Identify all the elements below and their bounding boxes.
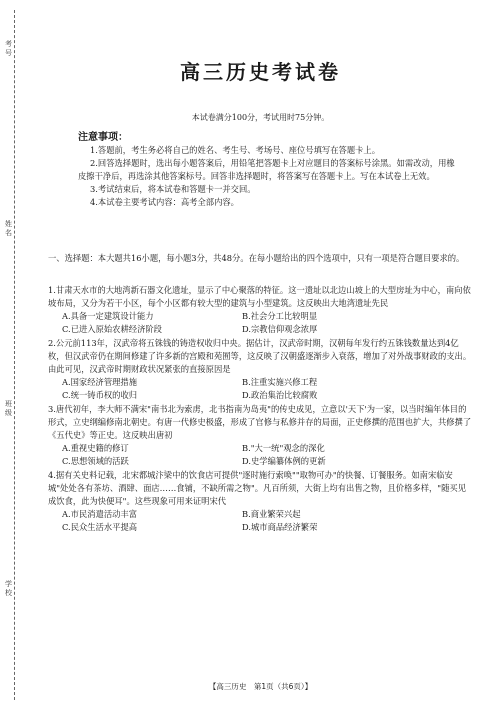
option-a: A.国家经济管理措施: [62, 377, 138, 387]
option-c: C.统一铸币权的收归: [62, 390, 138, 400]
question-stem: 4.据有关史料记载，北宋都城汴梁中的饮食店可提供"逐时施行索唤""取物可办"的快餐、订餐服务。如南宋临安城"处处各有茶坊、酒肆、面店……食铺，不缺所需之物"。凡百所须，大街上均有出售之物，且价格多样，"随买见成饮食，此为快便耳"。这些现象可用来证明宋代: [48, 470, 466, 506]
question-options: [48, 310, 473, 336]
question-stem: 1.甘肃天水市的大地湾新石器文化遗址，显示了中心聚落的特征。这一遗址以北边山坡上的大型房址为中心，南向依坡布局，又分为若干小区，每个小区都有较大型的建筑与小型建筑。这反映出大地湾遗址先民: [48, 285, 471, 308]
option-d: D.宗教信仰观念浓厚: [242, 324, 318, 334]
question-3: [48, 403, 473, 468]
option-b: B."大一统"观念的深化: [242, 443, 325, 453]
exam-title: 高三历史考试卷: [180, 60, 341, 84]
option-b: B.商业繁荣兴起: [242, 509, 301, 519]
section-heading: [48, 252, 473, 265]
question-options: [48, 376, 473, 402]
binding-label-class: 班 级: [5, 400, 12, 417]
binding-margin: [0, 0, 36, 703]
cut-line: [14, 10, 15, 700]
binding-label-exam-number: 考 号: [5, 40, 12, 57]
question-options: [48, 508, 473, 534]
notice-title: 注意事项：: [78, 132, 128, 143]
option-b: B.注重实施兴修工程: [242, 377, 318, 387]
page-footer: 【高三历史 第1页（共6页）】: [208, 682, 313, 691]
question-list: [48, 284, 473, 535]
option-c: C.已进入原始农耕经济阶段: [62, 324, 162, 334]
option-c: C.思想领域的活跃: [62, 456, 129, 466]
option-d: D.城市商品经济繁荣: [242, 522, 318, 532]
option-a: A.市民消遣活动丰富: [62, 509, 138, 519]
option-b: B.社会分工比较明显: [242, 311, 318, 321]
notice-item: 2.回答选择题时，选出每小题答案后，用铅笔把答题卡上对应题目的答案标号涂黑。如需改动，用橡皮擦干净后，再选涂其他答案标号。回答非选择题时，将答案写在答题卡上。写在本试卷上无效。: [78, 158, 455, 181]
question-1: [48, 284, 473, 336]
notice-item: 3.考试结束后，将本试卷和答题卡一并交回。: [90, 184, 256, 194]
binding-label-school: 学 校: [5, 580, 12, 597]
notice-item: 1.答题前，考生务必将自己的姓名、考生号、考场号、座位号填写在答题卡上。: [90, 145, 381, 155]
option-c: C.民众生活水平提高: [62, 522, 138, 532]
section-heading-text: 一、选择题：本大题共16小题，每小题3分，共48分。在每小题给出的四个选项中，只有一项是符合题目要求的。: [48, 253, 465, 263]
question-2: [48, 337, 473, 402]
question-options: [48, 442, 473, 468]
notice-list: [78, 144, 462, 209]
exam-info: 本试卷满分100分，考试用时75分钟。: [191, 113, 330, 122]
question-stem: 2.公元前113年，汉武帝将五铢钱的铸造权收归中央。据估计，汉武帝时期，汉朝每年发行约五铢钱数量达到4亿枚，但汉武帝仍在期间修建了许多新的宫殿和苑囿等，这反映了汉朝盛逐渐步入衰落，增加了对外战事财政的支出。由此可见，汉武帝时期财政状况紧张的直接原因是: [48, 338, 472, 374]
option-a: A.具备一定建筑设计能力: [62, 311, 154, 321]
option-a: A.重视史籍的修订: [62, 443, 129, 453]
binding-label-name: 姓 名: [5, 220, 12, 237]
option-d: D.史学编纂体例的更新: [242, 456, 326, 466]
exam-page: [48, 0, 473, 703]
option-d: D.政治集治比较腐败: [242, 390, 318, 400]
question-stem: 3.唐代初年，李大师不满宋"南书北为索虏，北书指南为岛夷"的传史成见，立意以'天下'为一家，以当时编年体目的形式，立史纲编修南北朝史。有唐一代修史极盛，形成了官修与私修并存的局面，正史修撰的范围也扩大，共修撰了《五代史》等正史。这反映出唐初: [48, 404, 472, 440]
notice-item: 4.本试卷主要考试内容：高考全部内容。: [90, 197, 239, 207]
question-4: [48, 469, 473, 534]
